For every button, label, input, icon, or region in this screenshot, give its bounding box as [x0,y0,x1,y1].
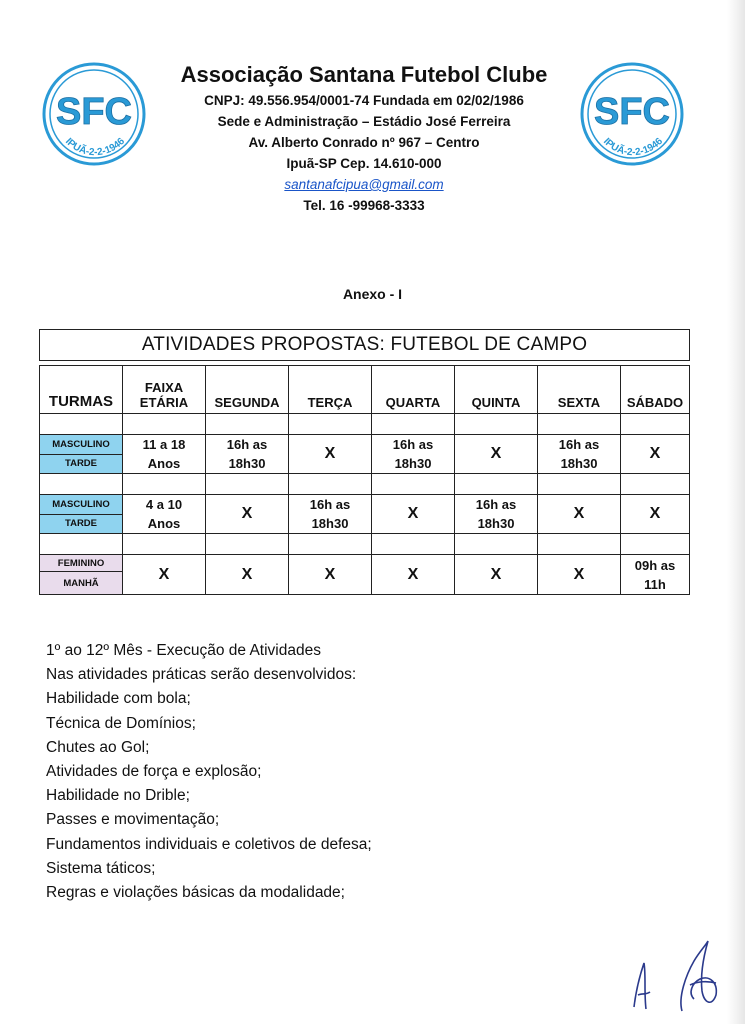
body-line: Habilidade no Drible; [46,787,190,805]
logo-initials: SFC [594,91,670,133]
body-line: Regras e violações básicas da modalidade; [46,884,345,902]
body-line: Atividades de força e explosão; [46,763,262,781]
table-row [40,435,690,455]
letterhead [148,60,580,216]
day-cell: X [621,435,690,474]
logo-ring-text: IPUÃ-2-2-1946 [600,136,666,159]
city-zip-line: Ipuã-SP Cep. 14.610-000 [286,156,442,171]
age-unit: Anos [147,516,181,531]
day-cell: 16h as 18h30 [538,435,621,474]
col-terca: TERÇA [289,366,372,414]
col-quinta: QUINTA [455,366,538,414]
table-row [40,555,690,572]
day-cell: X [372,495,455,534]
scan-edge [727,0,745,1024]
period-tag: TARDE [40,454,123,474]
day-cell: X [206,495,289,534]
day-cell: X [621,495,690,534]
day-cell: X [455,435,538,474]
day-cell: 16h as 18h30 [455,495,538,534]
day-cell: 16h as 18h30 [206,435,289,474]
table-caption: ATIVIDADES PROPOSTAS: FUTEBOL DE CAMPO [40,330,690,361]
group-tag: FEMININO [40,555,123,572]
age-unit: X [158,565,170,583]
table-header-row [40,366,690,414]
body-line: Sistema táticos; [46,859,156,877]
day-cell: X [455,555,538,595]
phone-line: Tel. 16 -99968-3333 [303,198,425,213]
club-logo-right [580,62,684,166]
cnpj-line: CNPJ: 49.556.954/0001-74 Fundada em 02/02/1986 [204,93,524,108]
age-range: 4 a 10 [145,497,183,512]
age-cell [123,555,206,595]
club-name: Associação Santana Futebol Clube [180,62,548,87]
col-faixa-line2: ETÁRIA [139,395,189,410]
address-line: Av. Alberto Conrado nº 967 – Centro [248,135,480,150]
day-cell: X [538,555,621,595]
period-tag: MANHÃ [40,572,123,595]
day-cell: X [206,555,289,595]
col-faixa-etaria [123,366,206,414]
email-link[interactable]: santanafcipua@gmail.com [284,177,444,192]
body-line: Passes e movimentação; [46,811,220,829]
annex-title: Anexo - I [342,286,403,302]
day-cell: 16h as 18h30 [372,435,455,474]
activities-table [39,329,690,595]
col-sexta: SEXTA [538,366,621,414]
headquarters-line: Sede e Administração – Estádio José Ferreira [217,114,511,129]
club-logo-left [42,62,146,166]
col-sabado: SÁBADO [621,366,690,414]
day-cell: X [372,555,455,595]
signature-initials [620,935,730,1015]
col-segunda: SEGUNDA [206,366,289,414]
body-line: 1º ao 12º Mês - Execução de Atividades [46,642,321,659]
col-turmas: TURMAS [40,366,123,414]
col-faixa-line1: FAIXA [144,380,184,395]
table-row [40,495,690,515]
group-tag: MASCULINO [40,495,123,515]
body-line: Habilidade com bola; [46,690,191,708]
body-line: Nas atividades práticas serão desenvolvidos: [46,666,357,684]
age-cell [123,435,206,474]
body-line: Fundamentos individuais e coletivos de defesa; [46,835,372,853]
col-quarta: QUARTA [372,366,455,414]
body-line: Técnica de Domínios; [46,714,196,732]
day-cell: X [289,435,372,474]
logo-initials: SFC [56,91,132,133]
age-range: 11 a 18 [142,437,186,452]
day-cell: 16h as 18h30 [289,495,372,534]
day-cell: X [289,555,372,595]
logo-ring-text: IPUÃ-2-2-1946 [62,136,128,159]
group-tag: MASCULINO [40,435,123,455]
day-cell: 09h as 11h [621,555,690,595]
body-line: Chutes ao Gol; [46,738,150,756]
age-unit: Anos [147,456,181,471]
age-cell [123,495,206,534]
activities-description [46,639,372,905]
period-tag: TARDE [40,514,123,534]
day-cell: X [538,495,621,534]
